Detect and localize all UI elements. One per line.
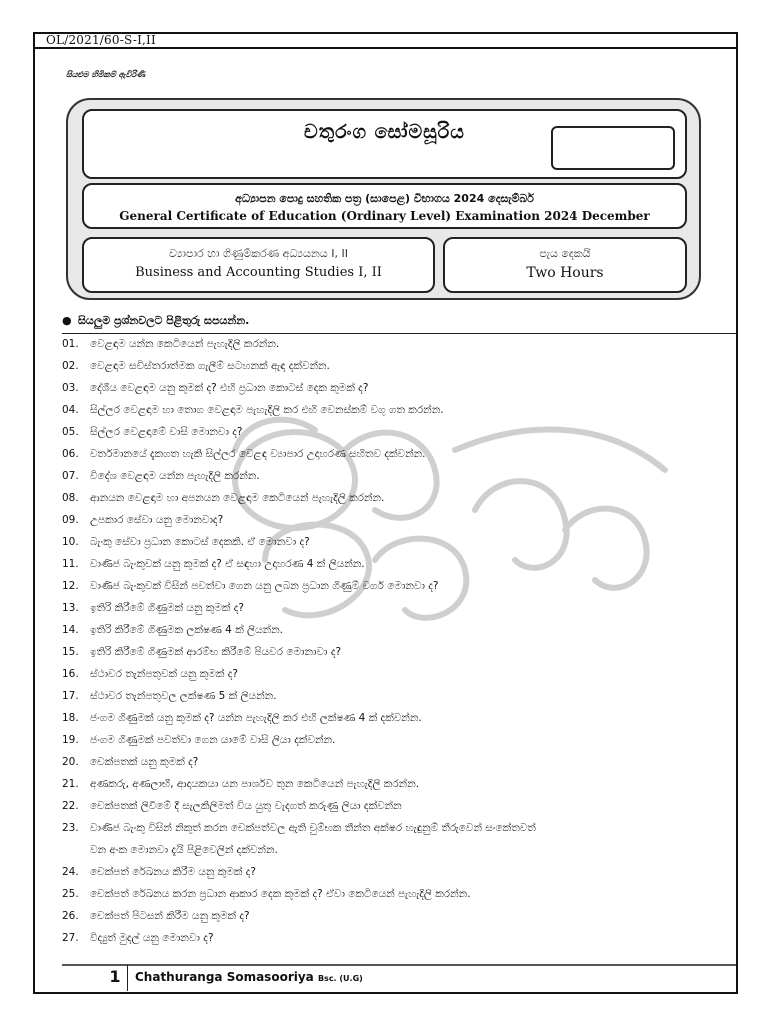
question-number: 25. [62,888,79,900]
question-number: 06. [62,448,79,460]
question-text: සිල්ලර වෙළඳාම හා තොග වෙළඳාම පැහැදිලි කර එහි වෙනස්කම් වගු ගත කරන්න. [90,404,444,416]
question-number: 12. [62,580,79,592]
question-item [62,641,722,663]
question-item [62,905,722,927]
question-text: වාණිජ බැංකු විසින් නිකුත් කරන චෙක්පත්වල ඇති චුම්භක තීන්ත අක්ෂර හැඳුනුම් තීරුවෙන් සංකේතවත් [90,822,536,834]
question-number: 13. [62,602,79,614]
question-text: අණකරු, අණලාභී, ආදායකයා යන පාර්ශව තුන කෙටියෙන් පැහැදිලි කරන්න. [90,778,420,790]
question-text: උපකාර සේවා යනු මොනවාද? [90,514,224,526]
question-item [62,729,722,751]
question-number: 22. [62,800,79,812]
question-text: ඉතිරි කිරීමේ ගිණුමක් ආරම්භ කිරීමේ පියවර මොනාවා ද? [90,646,342,658]
question-item [62,751,722,773]
question-item [62,355,722,377]
question-text: දේශීය වෙළඳාම යනු කුමක් ද? එහි ප්‍රධාන කොටස් දෙක කුමක් ද? [90,382,369,394]
question-number: 24. [62,866,79,878]
subject-box [82,237,435,293]
question-text: විදේශ වෙළඳාම යන්න පැහැදිලි කරන්න. [90,470,260,482]
question-text: වර්තමානයේ දැකගත හැකි සිල්ලර වෙළඳ ව්‍යාපාර උදාහරණ සහිතව දක්වන්න. [90,448,426,460]
question-text: වාණිජ බැංකුවක් යනු කුමක් ද? ඒ සඳහා උදාහරණ 4 ක් ලියන්න. [90,558,365,570]
question-item [62,619,722,641]
author-qualification: Bsc. (U.G) [317,974,363,983]
duration-english: Two Hours [526,265,604,281]
question-number: 23. [62,822,79,834]
question-text: ආනයන වෙළඳාම හා අපනයන වෙළඳාම කෙටියෙන් පැහැදිලි කරන්න. [90,492,385,504]
question-number: 05. [62,426,79,438]
question-item [62,421,722,443]
question-text: වෙළඳාම සවිස්තරාත්මක ගැලීම් සටහනක් ඇඳ දක්වන්න. [90,360,330,372]
question-text: විද්‍යුත් මුදල් යනු මොනවා ද? [90,932,214,944]
subject-sinhala: ව්‍යාපාර හා ගිණුම්කරණ අධ්‍යයනය I, II [169,247,348,260]
page-number: 1 [109,967,121,986]
subject-english: Business and Accounting Studies I, II [135,265,382,280]
question-text: ඉතිරි කිරීමේ ගිණුමක් යනු කුමක් ද? [90,602,244,614]
paper-code: OL/2021/60-S-I,II [46,33,156,47]
instruction [62,314,249,328]
question-number: 26. [62,910,79,922]
question-text: ජංගම ගිණුමක් යනු කුමක් ද? යන්න පැහැදිලි කර එහි ලක්ෂණ 4 ක් දක්වන්න. [90,712,422,724]
question-item [62,685,722,707]
question-number: 07. [62,470,79,482]
question-item [62,575,722,597]
question-item [62,795,722,817]
question-text: චෙක්පත් පිටසන් කිරීම යනු කුමක් ද? [90,910,250,922]
author-name-text: Chathuranga Somasooriya [135,970,314,984]
exam-title-english: General Certificate of Education (Ordinary Level) Examination 2024 December [119,209,650,223]
question-item [62,377,722,399]
author-name [135,970,363,984]
duration-sinhala: පැය දෙකයි [539,247,591,260]
question-item [62,927,722,949]
question-number: 27. [62,932,79,944]
question-number: 16. [62,668,79,680]
question-number: 04. [62,404,79,416]
footer [62,965,706,991]
question-text: ජංගම ගිණුමක් පවත්වා ගෙන යාමේ වාසි ලියා දක්වන්න. [90,734,336,746]
question-number: 17. [62,690,79,702]
index-number-box [551,126,675,170]
question-item [62,531,722,553]
question-text: සිල්ලර වෙළඳාමේ වාසි මොනවා ද? [90,426,243,438]
question-text: ඉතිරි කිරීමේ ගිණුමක ලක්ෂණ 4 ක් ලියන්න. [90,624,284,636]
question-text: ස්ථාවර තැන්පතුවක් යනු කුමක් ද? [90,668,238,680]
question-text: චෙක්පත් රේඛනය කිරීම යනු කුමක් ද? [90,866,256,878]
question-item [62,487,722,509]
top-divider [35,47,736,49]
question-text: වාණිජ බැංකුවක් විසින් පවත්වා ගෙන යනු ලබන ප්‍රධාන ගිණුම් වර්ග මොනවා ද? [90,580,439,592]
question-item [62,443,722,465]
question-number: 14. [62,624,79,636]
question-item [62,553,722,575]
question-item [62,597,722,619]
exam-title-sinhala: අධ්‍යාපන පොදු සහතික පත්‍ර (සාපෙළ) විභාගය 2024 දෙසැම්බර් [235,192,534,205]
question-item [62,861,722,883]
question-text-continued: වන අංක මොනවා දැයි පිළිවෙලින් දක්වන්න. [90,844,278,856]
bullet-icon: ● [62,314,72,327]
question-item [62,707,722,729]
title-box [82,109,687,179]
question-number: 15. [62,646,79,658]
question-item [62,773,722,795]
question-number: 03. [62,382,79,394]
duration-box [443,237,687,293]
question-number: 11. [62,558,79,570]
exam-box [82,183,687,229]
copyright-notice: සියළුම හිමිකම් ඇවිරිණි [66,70,146,79]
question-text: චෙක්පතක් ලිවීමේ දී සැලකිලිමත් විය යුතු වැදගත් කරුණු ලියා දක්වන්න [90,800,402,812]
question-item [62,883,722,905]
question-number: 19. [62,734,79,746]
instruction-text: සියලුම ප්‍රශ්නවලට පිළිතුරු සපයන්න. [78,314,250,327]
question-text: ස්ථාවර තැන්පතුවල ලක්ෂණ 5 ක් ලියන්න. [90,690,277,702]
author-title: චතුරංග සෝමසූරිය [304,121,465,143]
question-list [62,333,722,949]
question-number: 10. [62,536,79,548]
question-text: බැංකු සේවා ප්‍රධාන කොටස් දෙකකි. ඒ මොනවා ද? [90,536,310,548]
question-number: 18. [62,712,79,724]
question-text: වෙළඳාම යන්න කෙටියෙන් පැහැදිලි කරන්න. [90,338,280,350]
question-number: 09. [62,514,79,526]
question-number: 20. [62,756,79,768]
question-item [62,509,722,531]
question-number: 01. [62,338,79,350]
footer-separator [127,965,128,991]
question-item [62,663,722,685]
question-number: 02. [62,360,79,372]
question-item [62,465,722,487]
question-text: චෙක්පත් රේඛනය කරන ප්‍රධාන ආකාර දෙක කුමක් ද? ඒවා කෙටියෙන් පැහැදිලි කරන්න. [90,888,471,900]
question-number: 21. [62,778,79,790]
question-number: 08. [62,492,79,504]
question-item [62,333,722,355]
question-text: චෙක්පතක් යනු කුමක් ද? [90,756,199,768]
question-item [62,817,722,861]
question-item [62,399,722,421]
